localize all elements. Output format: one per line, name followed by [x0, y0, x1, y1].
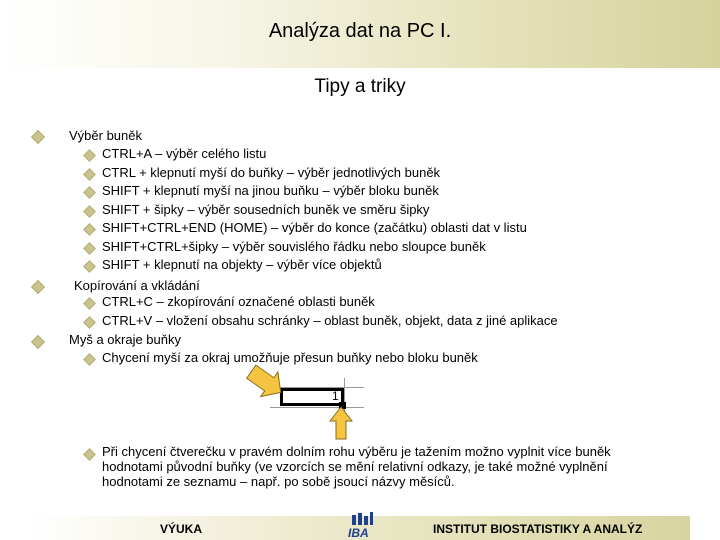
bullet-icon	[83, 149, 96, 162]
list-item: CTRL + klepnutí myší do buňky – výběr jednotlivých buněk	[102, 165, 441, 180]
bullet-icon	[83, 242, 96, 255]
note-paragraph: Při chycení čtverečku v pravém dolním rohu výběru je tažením možno vyplnit více buněk hodnotami původní buňky (ve vzorcích se mění relativní odkazy, je také možné vyplnění hodnotami ze seznamu – např. po sobě jsoucí názvy měsíců.	[102, 444, 611, 489]
list-item: SHIFT+CTRL+END (HOME) – výběr do konce (začátku) oblasti dat v listu	[102, 220, 527, 235]
list-item: Chycení myší za okraj umožňuje přesun buňky nebo bloku buněk	[102, 350, 478, 365]
bullet-icon	[83, 223, 96, 236]
bullet-icon	[83, 260, 96, 273]
list-item: CTRL+C – zkopírování označené oblasti buněk	[102, 294, 375, 309]
bullet-icon	[83, 353, 96, 366]
bullet-icon	[83, 205, 96, 218]
list-item: CTRL+A – výběr celého listu	[102, 146, 267, 161]
bullet-icon	[83, 448, 96, 461]
list-item: CTRL+V – vložení obsahu schránky – oblast buněk, objekt, data z jiné aplikace	[102, 313, 558, 328]
bullet-icon	[83, 168, 96, 181]
bullet-icon	[83, 186, 96, 199]
list-item: SHIFT + šipky – výběr sousedních buněk ve směru šipky	[102, 202, 430, 217]
footer-left-label: VÝUKA	[160, 522, 203, 536]
list-item: SHIFT+CTRL+šipky – výběr souvislého řádku nebo sloupce buněk	[102, 239, 486, 254]
section-heading-copy: Kopírování a vkládání	[74, 278, 200, 293]
header-title: Analýza dat na PC I.	[268, 20, 452, 42]
footer-right-label: INSTITUT BIOSTATISTIKY A ANALÝZ	[433, 522, 643, 536]
list-item: SHIFT + klepnutí na objekty – výběr více objektů	[102, 257, 382, 272]
arrow-right-down-icon	[240, 362, 290, 402]
arrow-up-icon	[328, 405, 354, 441]
bullet-icon	[31, 280, 45, 294]
bullet-icon	[31, 335, 45, 349]
bullet-icon	[83, 316, 96, 329]
bullet-icon	[83, 297, 96, 310]
section-heading-select: Výběr buněk	[69, 128, 142, 143]
cell-value: 1	[332, 389, 339, 403]
bullet-icon	[31, 130, 45, 144]
logo-text: IBA	[348, 526, 369, 540]
slide-title: Tipy a triky	[314, 76, 406, 97]
section-heading-mouse: Myš a okraje buňky	[69, 332, 181, 347]
list-item: SHIFT + klepnutí myší na jinou buňku – výběr bloku buněk	[102, 183, 439, 198]
